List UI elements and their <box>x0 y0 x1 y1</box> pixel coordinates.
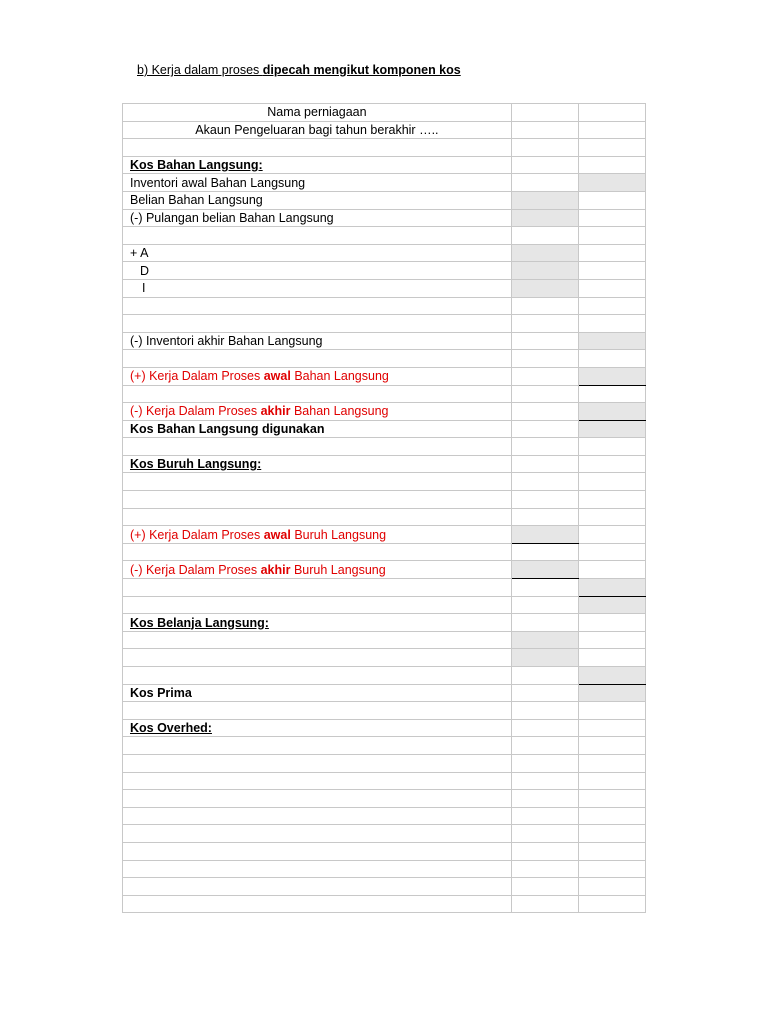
total-cell <box>578 139 645 157</box>
amount-cell <box>511 156 578 174</box>
table-row <box>123 262 646 280</box>
amount-cell <box>511 860 578 878</box>
table-row <box>123 191 646 209</box>
direct-material-header: Kos Bahan Langsung: <box>123 156 512 174</box>
total-cell <box>578 842 645 860</box>
amount-cell <box>511 842 578 860</box>
table-row <box>123 508 646 526</box>
table-row <box>123 491 646 509</box>
purchases-label: Belian Bahan Langsung <box>123 191 512 209</box>
total-cell <box>578 649 645 667</box>
purchase-returns-label: (-) Pulangan belian Bahan Langsung <box>123 209 512 227</box>
blank-cell <box>123 667 512 685</box>
table-row <box>123 631 646 649</box>
total-cell <box>578 385 645 403</box>
amount-cell <box>511 702 578 720</box>
blank-cell <box>123 649 512 667</box>
total-cell <box>578 878 645 896</box>
amount-cell <box>511 491 578 509</box>
amount-cell <box>511 385 578 403</box>
blank-cell <box>123 631 512 649</box>
table-row <box>123 737 646 755</box>
production-account-table <box>122 103 646 913</box>
total-cell-shaded <box>578 174 645 192</box>
total-cell <box>578 191 645 209</box>
total-cell <box>578 807 645 825</box>
table-row <box>123 209 646 227</box>
total-cell <box>578 438 645 456</box>
total-cell-shaded <box>578 667 645 685</box>
amount-cell <box>511 579 578 597</box>
total-cell <box>578 860 645 878</box>
blank-cell <box>123 878 512 896</box>
amount-cell <box>511 684 578 702</box>
table-row <box>123 438 646 456</box>
wip-opening-material-label: (+) Kerja Dalam Proses awal Bahan Langsung <box>123 367 512 385</box>
total-cell <box>578 473 645 491</box>
total-cell-shaded <box>578 684 645 702</box>
blank-cell <box>123 473 512 491</box>
table-row <box>123 860 646 878</box>
table-row <box>123 104 646 122</box>
amount-cell <box>511 139 578 157</box>
blank-cell <box>123 491 512 509</box>
blank-cell <box>123 895 512 913</box>
overhead-header: Kos Overhed: <box>123 719 512 737</box>
table-row <box>123 455 646 473</box>
blank-cell <box>123 596 512 614</box>
section-heading <box>137 63 461 77</box>
total-cell <box>578 737 645 755</box>
table-row <box>123 156 646 174</box>
amount-cell <box>511 807 578 825</box>
amount-cell <box>511 614 578 632</box>
blank-cell <box>123 825 512 843</box>
account-title-cell: Akaun Pengeluaran bagi tahun berakhir ….. <box>123 121 512 139</box>
closing-inventory-label: (-) Inventori akhir Bahan Langsung <box>123 332 512 350</box>
amount-cell-shaded <box>511 191 578 209</box>
wip-closing-material-label: (-) Kerja Dalam Proses akhir Bahan Langsung <box>123 403 512 421</box>
total-cell <box>578 244 645 262</box>
amount-cell <box>511 350 578 368</box>
table-row <box>123 878 646 896</box>
material-used-label: Kos Bahan Langsung digunakan <box>123 420 512 438</box>
table-row <box>123 667 646 685</box>
amount-cell <box>511 508 578 526</box>
table-row <box>123 614 646 632</box>
amount-cell <box>511 772 578 790</box>
business-name-cell: Nama perniagaan <box>123 104 512 122</box>
amount-cell <box>511 420 578 438</box>
blank-cell <box>123 579 512 597</box>
table-row <box>123 403 646 421</box>
table-row <box>123 139 646 157</box>
amount-cell-shaded <box>511 279 578 297</box>
amount-cell <box>511 332 578 350</box>
opening-inventory-label: Inventori awal Bahan Langsung <box>123 174 512 192</box>
blank-cell <box>123 543 512 561</box>
total-cell-shaded <box>578 332 645 350</box>
table-row <box>123 315 646 333</box>
total-cell <box>578 315 645 333</box>
blank-cell <box>123 807 512 825</box>
total-cell <box>578 561 645 579</box>
table-row <box>123 702 646 720</box>
table-row <box>123 543 646 561</box>
amount-cell <box>511 297 578 315</box>
table-row <box>123 579 646 597</box>
total-cell <box>578 825 645 843</box>
total-cell <box>578 491 645 509</box>
total-cell <box>578 790 645 808</box>
table-row <box>123 244 646 262</box>
blank-cell <box>123 842 512 860</box>
blank-cell <box>123 702 512 720</box>
total-cell <box>578 508 645 526</box>
table-row <box>123 649 646 667</box>
table-row <box>123 473 646 491</box>
amount-cell-shaded <box>511 262 578 280</box>
table-row <box>123 332 646 350</box>
table-row <box>123 174 646 192</box>
total-cell <box>578 279 645 297</box>
direct-labour-header: Kos Buruh Langsung: <box>123 455 512 473</box>
blank-cell <box>123 227 512 245</box>
add-a-label: + A <box>123 244 512 262</box>
table-row <box>123 526 646 544</box>
table-row <box>123 719 646 737</box>
amount-cell <box>511 403 578 421</box>
total-cell <box>578 104 645 122</box>
total-cell <box>578 702 645 720</box>
table-row <box>123 790 646 808</box>
blank-cell <box>123 385 512 403</box>
blank-cell <box>123 754 512 772</box>
amount-cell-shaded <box>511 526 578 544</box>
total-cell <box>578 719 645 737</box>
total-cell <box>578 156 645 174</box>
amount-cell <box>511 121 578 139</box>
total-cell <box>578 614 645 632</box>
table-row <box>123 754 646 772</box>
total-cell <box>578 543 645 561</box>
table-row <box>123 420 646 438</box>
blank-cell <box>123 438 512 456</box>
blank-cell <box>123 297 512 315</box>
blank-cell <box>123 737 512 755</box>
total-cell <box>578 455 645 473</box>
amount-cell-shaded <box>511 649 578 667</box>
blank-cell <box>123 350 512 368</box>
amount-cell <box>511 367 578 385</box>
total-cell <box>578 772 645 790</box>
table-row <box>123 367 646 385</box>
heading-bold: dipecah mengikut komponen kos <box>262 63 461 77</box>
table-row <box>123 279 646 297</box>
table-row <box>123 825 646 843</box>
amount-cell <box>511 174 578 192</box>
table-row <box>123 561 646 579</box>
amount-cell <box>511 667 578 685</box>
amount-cell-shaded <box>511 631 578 649</box>
amount-cell <box>511 895 578 913</box>
table-row <box>123 350 646 368</box>
amount-cell-shaded <box>511 561 578 579</box>
amount-cell <box>511 473 578 491</box>
amount-cell <box>511 438 578 456</box>
amount-cell-shaded <box>511 244 578 262</box>
amount-cell <box>511 543 578 561</box>
table-row <box>123 385 646 403</box>
direct-expense-header: Kos Belanja Langsung: <box>123 614 512 632</box>
total-cell-shaded <box>578 420 645 438</box>
amount-cell <box>511 790 578 808</box>
total-cell <box>578 297 645 315</box>
amount-cell <box>511 754 578 772</box>
total-cell-shaded <box>578 367 645 385</box>
total-cell <box>578 526 645 544</box>
amount-cell <box>511 596 578 614</box>
heading-prefix: b) Kerja dalam proses <box>137 63 263 77</box>
add-d-label: D <box>123 262 512 280</box>
total-cell <box>578 631 645 649</box>
total-cell <box>578 121 645 139</box>
amount-cell <box>511 455 578 473</box>
table-row <box>123 807 646 825</box>
blank-cell <box>123 772 512 790</box>
total-cell-shaded <box>578 579 645 597</box>
blank-cell <box>123 860 512 878</box>
total-cell-shaded <box>578 596 645 614</box>
table-row <box>123 596 646 614</box>
table-row <box>123 895 646 913</box>
total-cell <box>578 227 645 245</box>
table-row <box>123 684 646 702</box>
total-cell <box>578 262 645 280</box>
table-row <box>123 297 646 315</box>
amount-cell <box>511 104 578 122</box>
wip-opening-labour-label: (+) Kerja Dalam Proses awal Buruh Langsung <box>123 526 512 544</box>
wip-closing-labour-label: (-) Kerja Dalam Proses akhir Buruh Langsung <box>123 561 512 579</box>
blank-cell <box>123 790 512 808</box>
total-cell <box>578 350 645 368</box>
table-row <box>123 227 646 245</box>
table-row <box>123 842 646 860</box>
amount-cell <box>511 315 578 333</box>
amount-cell <box>511 825 578 843</box>
blank-cell <box>123 315 512 333</box>
total-cell <box>578 754 645 772</box>
total-cell-shaded <box>578 403 645 421</box>
amount-cell <box>511 737 578 755</box>
total-cell <box>578 209 645 227</box>
prime-cost-label: Kos Prima <box>123 684 512 702</box>
table-row <box>123 121 646 139</box>
amount-cell <box>511 227 578 245</box>
total-cell <box>578 895 645 913</box>
blank-cell <box>123 139 512 157</box>
table-row <box>123 772 646 790</box>
amount-cell-shaded <box>511 209 578 227</box>
amount-cell <box>511 878 578 896</box>
amount-cell <box>511 719 578 737</box>
add-i-label: I <box>123 279 512 297</box>
blank-cell <box>123 508 512 526</box>
